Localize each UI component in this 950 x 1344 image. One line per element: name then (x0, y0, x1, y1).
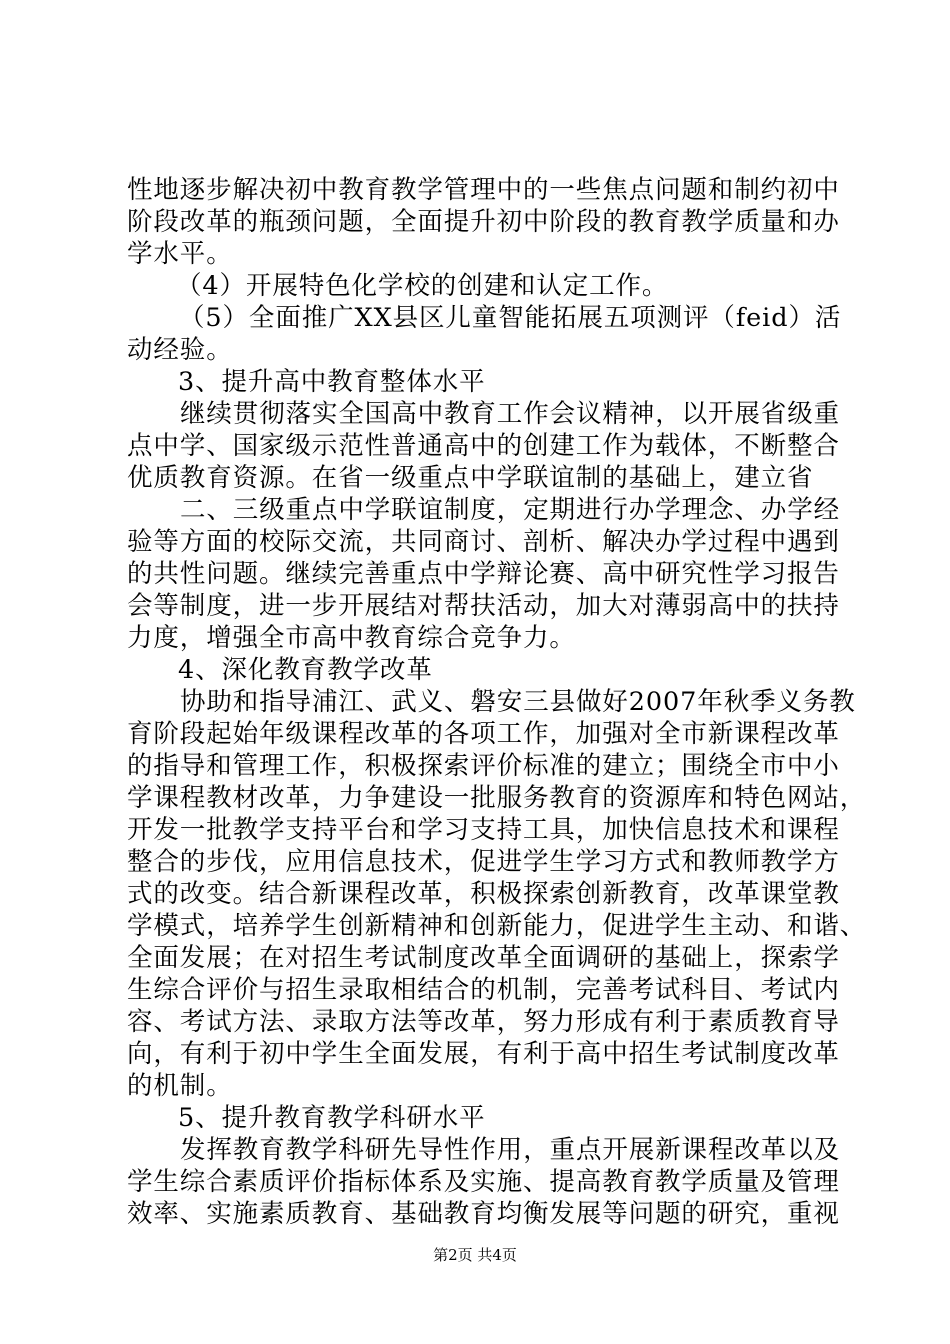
body-text-line: 学生综合素质评价指标体系及实施、提高教育教学质量及管理 (127, 1167, 840, 1197)
body-text-line: 效率、实施素质教育、基础教育均衡发展等问题的研究，重视 (127, 1199, 840, 1229)
body-text-line: 生综合评价与招生录取相结合的机制，完善考试科目、考试内 (127, 975, 840, 1005)
body-text-line: 阶段改革的瓶颈问题，全面提升初中阶段的教育教学质量和办 (127, 207, 840, 237)
body-text-line: 点中学、国家级示范性普通高中的创建工作为载体，不断整合 (127, 431, 840, 461)
body-text-line: 学模式，培养学生创新精神和创新能力，促进学生主动、和谐、 (127, 911, 867, 941)
body-text-line: 向，有利于初中学生全面发展，有利于高中招生考试制度改革 (127, 1039, 840, 1069)
body-text-line: 育阶段起始年级课程改革的各项工作，加强对全市新课程改革 (127, 719, 840, 749)
body-text-line: 验等方面的校际交流，共同商讨、剖析、解决办学过程中遇到 (127, 527, 840, 557)
body-text-line: 协助和指导浦江、武义、磐安三县做好2007年秋季义务教 (180, 687, 856, 717)
body-text-line: 性地逐步解决初中教育教学管理中的一些焦点问题和制约初中 (127, 175, 840, 205)
body-text-line: 学课程教材改革，力争建设一批服务教育的资源库和特色网站， (127, 783, 867, 813)
body-text-line: 动经验。 (127, 335, 233, 365)
body-text-line: 二、三级重点中学联谊制度，定期进行办学理念、办学经 (180, 495, 841, 525)
body-text-line: 发挥教育教学科研先导性作用，重点开展新课程改革以及 (180, 1135, 841, 1165)
body-text-line: 的指导和管理工作，积极探索评价标准的建立；围绕全市中小 (127, 751, 840, 781)
body-text-line: 容、考试方法、录取方法等改革，努力形成有利于素质教育导 (127, 1007, 840, 1037)
section-heading-5: 5、提升教育教学科研水平 (178, 1103, 486, 1133)
page-number-footer: 第2页 共4页 (433, 1246, 517, 1264)
body-text-line: 力度，增强全市高中教育综合竞争力。 (127, 623, 576, 653)
body-text-line: 开发一批教学支持平台和学习支持工具，加快信息技术和课程 (127, 815, 840, 845)
body-text-line: 继续贯彻落实全国高中教育工作会议精神，以开展省级重 (180, 399, 841, 429)
body-text-line: 优质教育资源。在省一级重点中学联谊制的基础上，建立省 (127, 463, 814, 493)
list-item-5: （5）全面推广XX县区儿童智能拓展五项测评（feid）活 (179, 303, 842, 333)
body-text-line: 的机制。 (127, 1071, 233, 1101)
body-text-line: 的共性问题。继续完善重点中学辩论赛、高中研究性学习报告 (127, 559, 840, 589)
list-item-4: （4）开展特色化学校的创建和认定工作。 (176, 271, 669, 301)
section-heading-3: 3、提升高中教育整体水平 (178, 367, 486, 397)
section-heading-4: 4、深化教育教学改革 (178, 655, 433, 685)
body-text-line: 整合的步伐，应用信息技术，促进学生学习方式和教师教学方 (127, 847, 840, 877)
body-text-line: 式的改变。结合新课程改革，积极探索创新教育，改革课堂教 (127, 879, 840, 909)
body-text-line: 全面发展；在对招生考试制度改革全面调研的基础上，探索学 (127, 943, 840, 973)
body-text-line: 会等制度，进一步开展结对帮扶活动，加大对薄弱高中的扶持 (127, 591, 840, 621)
body-text-line: 学水平。 (127, 239, 233, 269)
